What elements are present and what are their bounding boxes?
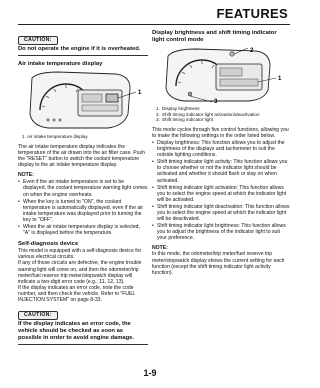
note-list [18, 179, 148, 236]
odometer-display [82, 105, 118, 111]
function-item: • Display brightness: This function allows you to adjust the brightness of the displays and tachometer to suit the outside lighting conditions. [152, 140, 290, 158]
callout-3: 3 [214, 99, 218, 104]
section-title-self-diagnosis: Self-diagnosis device [18, 241, 79, 248]
page-header-title: FEATURES [216, 6, 288, 21]
warning-light [58, 118, 61, 121]
callout-1: 1 [138, 90, 142, 96]
note-item: • When the key is turned to "ON", the coolant temperature is automatically displayed, even if the air intake temperature was displayed prior to turning the key to "OFF". [18, 199, 148, 223]
shift-indicator-button [188, 92, 192, 96]
warning-light [46, 118, 49, 121]
legend-num: 2. [156, 111, 160, 117]
caution-text: Do not operate the engine if it is overheated. [18, 46, 148, 56]
legend-text: Shift timing indicator light activation/deactivation [162, 111, 260, 117]
paragraph: If any of those circuits are defective, the engine trouble warning light will come on, and then the odometer/trip meter/fuel reserve trip meter/stopwatch display will indicate a two-digit error code (e.g., 11, 12, 13). [18, 260, 142, 285]
paragraph: If the display indicates an error code, note the code number, and then check the vehicle. Refer to "FUEL INJECTION SYSTEM" on page 8-33. [18, 284, 136, 303]
note-label: NOTE: [152, 245, 168, 252]
right-column [152, 28, 290, 276]
display-brightness-area [220, 79, 258, 86]
note-item: • When the air intake temperature display is selected, "A" is displayed before the temperature. [18, 224, 148, 236]
shift-timing-indicator-light [230, 52, 234, 56]
paragraph: This mode cycles through five control functions, allowing you to make the following settings in the order listed below. [152, 126, 289, 139]
meter-illustration [152, 46, 290, 104]
brightness-figure [152, 46, 290, 104]
note-text: In this mode, the odometer/trip meter/fuel reserve trip meter/stopwatch display shows the current setting for each function (except the shift timing indicator light activity function). [152, 251, 285, 276]
caution-badge: CAUTION: [18, 36, 58, 45]
caution-text: If the display indicates an error code, the vehicle should be checked as soon as possible in order to avoid engine damage. [18, 321, 148, 345]
speed-digits [82, 94, 102, 102]
header-rule [18, 24, 290, 25]
figure-caption: 1. Air intake temperature display [22, 134, 88, 139]
paragraph: The air intake temperature display indicates the temperature of the air drawn into the air filter case. Push the "RESET" button to switch the coolant temperature display to the air intake temperature display. [18, 144, 145, 169]
function-item: • Shift timing indicator light activity: This function allows you to choose whether or not the indicator light should be activated and whether it should flash or stay on when activated. [152, 159, 290, 183]
function-list [152, 140, 290, 242]
section-title-brightness-mode: Display brightness and shift timing indicator light control mode [152, 30, 277, 43]
page-number: 1-9 [143, 368, 157, 378]
figure-legend [156, 106, 290, 123]
legend-item [156, 117, 290, 123]
note-item: • Even if the air intake temperature is set to be displayed, the coolant temperature warning light comes on when the engine overheats. [18, 179, 148, 197]
legend-num: 3. [156, 117, 160, 123]
air-intake-temperature-display [106, 94, 118, 102]
caution-badge: CAUTION: [18, 311, 58, 320]
warning-light [52, 118, 55, 121]
legend-text: Shift timing indicator light [162, 117, 214, 123]
legend-text: Display brightness [162, 106, 200, 111]
air-intake-figure [18, 70, 148, 132]
function-item: • Shift timing indicator light deactivation: This function allows you to select the engine speed at which the indicator light will be deactivated. [152, 204, 290, 222]
left-column [18, 28, 148, 345]
speed-digits [220, 68, 242, 76]
function-item: • Shift timing indicator light activation: This function allows you to select the engine speed at which the indicator light will be activated. [152, 185, 290, 203]
note-label: NOTE: [18, 172, 34, 179]
callout-2: 2 [250, 48, 254, 54]
meter-illustration [18, 70, 148, 132]
callout-1: 1 [278, 76, 282, 82]
legend-num: 1. [156, 106, 160, 111]
paragraph: This model is equipped with a self-diagnosis device for various electrical circuits. [18, 248, 142, 261]
section-title-air-intake: Air intake temperature display [18, 61, 103, 67]
function-item: • Shift timing indicator light brightness: This function allows you to adjust the brightness of the indicator light to suit your preference. [152, 223, 290, 241]
